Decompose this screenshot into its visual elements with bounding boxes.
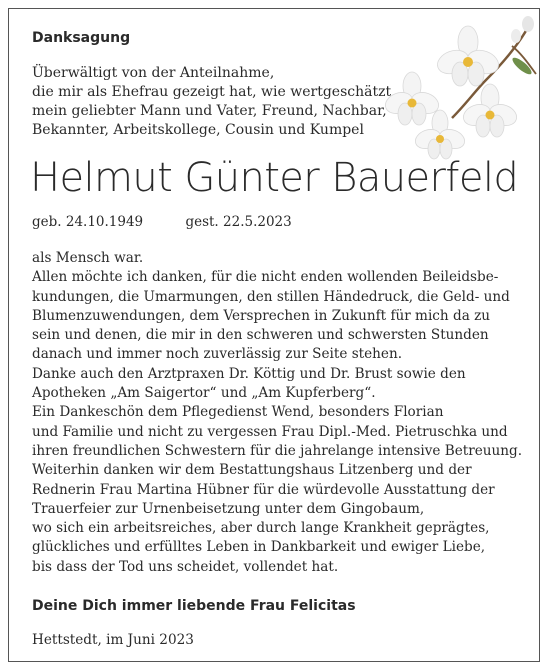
signature: Deine Dich immer liebende Frau Felicitas [32, 598, 356, 614]
place-date: Hettstedt, im Juni 2023 [32, 632, 194, 648]
orchid-flower [434, 26, 502, 86]
intro-text [32, 64, 392, 140]
body-line: sein und denen, die mir in den schweren und schwersten Stunden [32, 327, 489, 344]
intro-line: mein geliebter Mann und Vater, Freund, Nachbar, [32, 103, 387, 119]
body-line: Apotheken „Am Saigertor“ und „Am Kupferberg“. [32, 385, 376, 402]
deceased-name: Helmut Günter Bauerfeld [30, 155, 519, 201]
orchid-bud [522, 16, 534, 32]
orchid-flower [460, 84, 519, 137]
heading: Danksagung [32, 30, 131, 46]
birth-date: geb. 24.10.1949 [32, 214, 144, 230]
body-line: und Familie und nicht zu vergessen Frau Dipl.-Med. Pietruschka und [32, 423, 508, 440]
orchid-bud [511, 29, 521, 43]
body-line: wo sich ein arbeitsreiches, aber durch lange Krankheit geprägtes, [32, 520, 490, 537]
intro-line: Bekannter, Arbeitskollege, Cousin und Kumpel [32, 122, 364, 138]
body-line: Weiterhin danken wir dem Bestattungshaus Litzenberg und der [32, 462, 472, 479]
body-line: als Mensch war. [32, 250, 144, 266]
body-line: glückliches und erfülltes Leben in Dankbarkeit und ewiger Liebe, [32, 539, 486, 556]
body-line: Rednerin Frau Martina Hübner für die würdevolle Ausstattung der [32, 481, 495, 498]
life-dates [32, 213, 292, 232]
body-line: bis dass der Tod uns scheidet, vollendet hat. [32, 558, 339, 575]
intro-line: Überwältigt von der Anteilnahme, [32, 65, 275, 81]
body-line: Trauerfeier zur Urnenbeisetzung unter dem Gingobaum, [32, 500, 425, 517]
body-line: Blumenzuwendungen, dem Versprechen in Zukunft für mich da zu [32, 307, 491, 324]
body-line: Ein Dankeschön dem Pflegedienst Wend, besonders Florian [32, 404, 444, 421]
death-date: gest. 22.5.2023 [185, 214, 292, 230]
thanks-text [32, 249, 532, 577]
body-line: kundungen, die Umarmungen, den stillen Händedruck, die Geld- und [32, 288, 510, 305]
body-line: ihren freundlichen Schwestern für die jahrelange intensive Betreuung. [32, 442, 523, 459]
body-line: danach und immer noch zuverlässig zur Seite stehen. [32, 346, 403, 363]
intro-line: die mir als Ehefrau gezeigt hat, wie wertgeschätzt [32, 84, 392, 100]
orchid-image [382, 14, 538, 164]
body-line: Danke auch den Arztpraxen Dr. Köttig und Dr. Brust sowie den [32, 365, 466, 382]
body-line: Allen möchte ich danken, für die nicht enden wollenden Beileidsbe- [32, 269, 499, 286]
